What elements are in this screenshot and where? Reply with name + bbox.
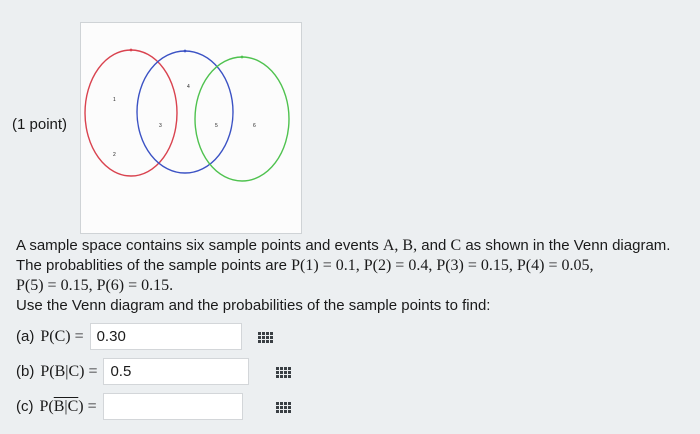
line2-prefix: The probablities of the sample points are: [16, 257, 292, 274]
venn-svg: [81, 23, 301, 233]
part-b-expr: P(B|C) =: [40, 362, 98, 380]
part-c-keypad-grid: [276, 402, 291, 413]
venn-diagram: [80, 22, 302, 234]
problem-line-1: [16, 236, 696, 256]
point-mark-2: 2: [113, 152, 116, 158]
line1-suffix: as shown in the Venn diagram.: [461, 237, 671, 254]
point-mark-5: 5: [215, 123, 218, 129]
part-c-expr-complement: B|C: [53, 397, 79, 415]
point-mark-6: 6: [253, 123, 256, 129]
line1-prefix: A sample space contains six sample points and events: [16, 237, 383, 254]
problem-line-2: [16, 256, 696, 276]
part-b-keypad-grid: [276, 367, 291, 378]
part-a-keypad-icon[interactable]: [254, 327, 276, 347]
circle-c-tag: [241, 56, 244, 59]
part-a-row: [16, 323, 242, 350]
problem-text: [16, 236, 696, 316]
point-mark-4: 4: [187, 84, 190, 90]
part-b-tag: (b): [16, 363, 35, 380]
problem-line-3: [16, 276, 696, 296]
part-a-keypad-grid: [258, 332, 273, 343]
circle-c: [195, 57, 289, 181]
line4: Use the Venn diagram and the probabilities of the sample points to find:: [16, 297, 491, 314]
line1-events: A, B,: [382, 237, 418, 254]
part-c-keypad-icon[interactable]: [272, 397, 294, 417]
line3-math: P(5) = 0.15, P(6) = 0.15.: [16, 277, 174, 294]
circle-b: [137, 51, 233, 173]
part-b-row: [16, 358, 249, 385]
circle-b-tag: [184, 50, 187, 53]
part-a-answer-input[interactable]: [90, 323, 242, 350]
part-c-expr-close: ) =: [78, 397, 97, 415]
part-c-expr: [40, 398, 97, 416]
line1-c: C: [450, 237, 462, 254]
part-c-expr-open: P(: [39, 397, 54, 415]
part-b-keypad-icon[interactable]: [272, 362, 294, 382]
problem-line-4: [16, 296, 696, 316]
line1-and: and: [417, 237, 451, 254]
points-label: (1 point): [12, 116, 68, 133]
part-c-answer-input[interactable]: [103, 393, 243, 420]
part-b-answer-input[interactable]: [103, 358, 249, 385]
circle-a: [85, 50, 177, 176]
line2-math: P(1) = 0.1, P(2) = 0.4, P(3) = 0.15, P(4) = 0.05,: [291, 257, 594, 274]
part-a-expr: P(C) =: [40, 327, 84, 345]
point-mark-3: 3: [159, 123, 162, 129]
part-c-tag: (c): [16, 398, 34, 415]
circle-a-tag: [130, 49, 133, 52]
part-a-tag: (a): [16, 328, 35, 345]
part-c-row: [16, 393, 243, 420]
point-mark-1: 1: [113, 97, 116, 103]
